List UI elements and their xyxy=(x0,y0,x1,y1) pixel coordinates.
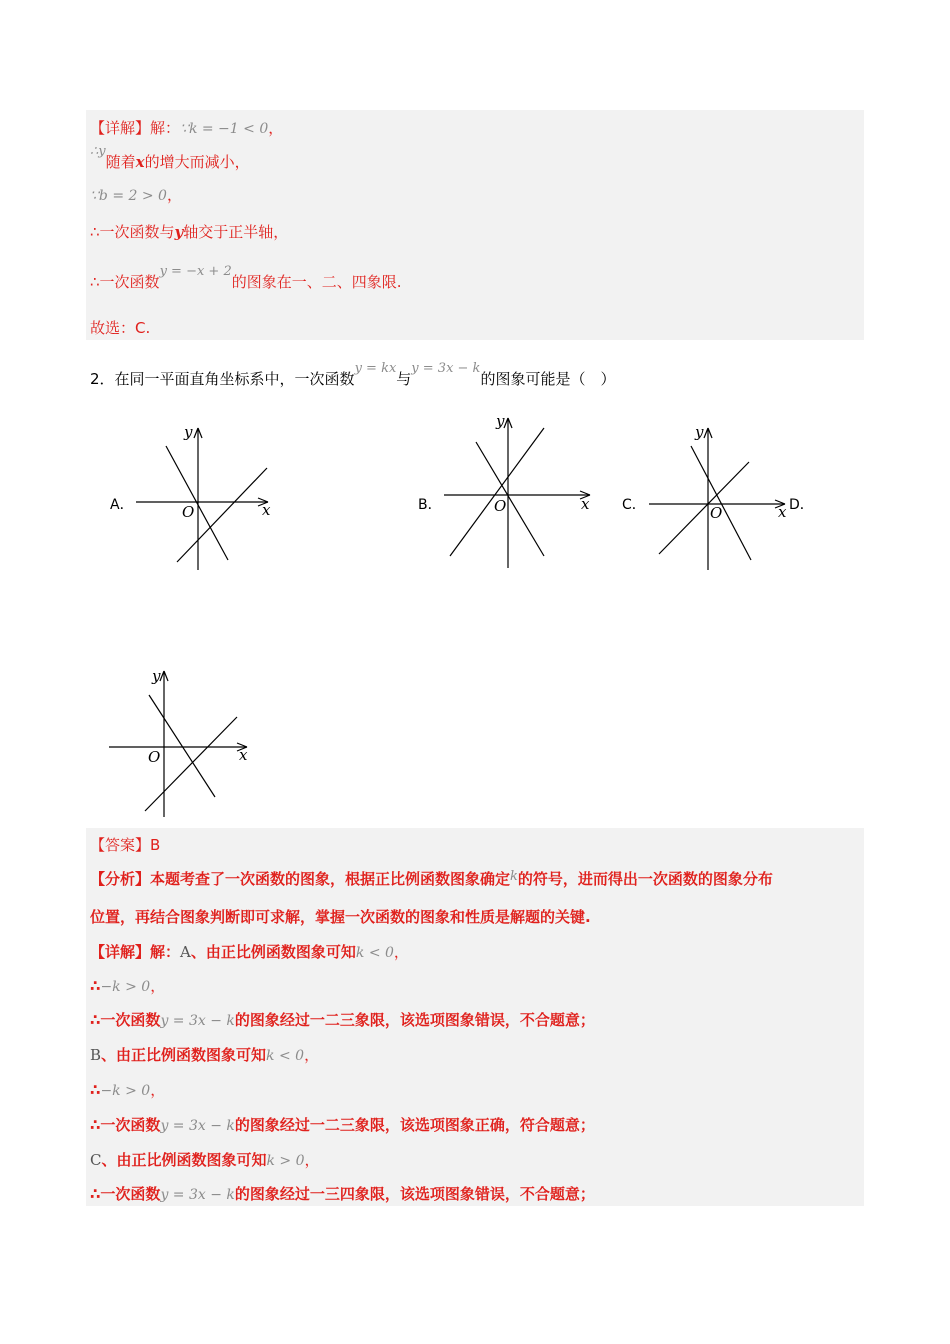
origin-label: O xyxy=(148,748,161,766)
detail-a-line-3: ∴一次函数y = 3x − k的图象经过一二三象限，该选项图象错误，不合题意； xyxy=(90,1011,595,1029)
detail-c-line-1: C、由正比例函数图象可知k > 0， xyxy=(90,1151,320,1169)
origin-label: O xyxy=(494,497,507,515)
graph-d xyxy=(105,665,255,825)
detail-a-line-2: ∴−k > 0， xyxy=(90,977,166,995)
detail-b-line-2: ∴−k > 0， xyxy=(90,1081,166,1099)
detail-b-line-1: B、由正比例函数图象可知k < 0， xyxy=(90,1046,320,1064)
graph-a xyxy=(130,420,280,580)
solution-1-line-4: ∴一次函数与y轴交于正半轴， xyxy=(90,223,289,241)
analysis-line-2: 位置，再结合图象判断即可求解，掌握一次函数的图象和性质是解题的关键. xyxy=(90,908,591,926)
y-label: y xyxy=(152,667,161,685)
graph-c xyxy=(645,420,790,580)
detail-label: 【详解】 xyxy=(90,119,151,137)
y-label: y xyxy=(496,412,505,430)
line-1 xyxy=(476,442,544,556)
graph-b xyxy=(440,410,600,580)
choice-text: 故选：C. xyxy=(90,319,151,337)
origin-label: O xyxy=(182,503,195,521)
line-2 xyxy=(450,428,544,556)
line-1 xyxy=(691,446,751,560)
x-label: x xyxy=(262,501,271,519)
option-c-label[interactable]: C． xyxy=(622,497,646,513)
option-d-label[interactable]: D． xyxy=(789,497,814,513)
option-b-label[interactable]: B． xyxy=(418,497,442,513)
detail-c-line-3: ∴一次函数y = 3x − k的图象经过一三四象限，该选项图象错误，不合题意； xyxy=(90,1185,595,1203)
solution-1-line-1: 【详解】解：∵k = −1 < 0， xyxy=(90,119,284,137)
option-a-label[interactable]: A． xyxy=(110,497,134,513)
detail-b-line-3: ∴一次函数y = 3x − k的图象经过一二三象限，该选项图象正确，符合题意； xyxy=(90,1116,595,1134)
detail-a-line-1: 【详解】解：A、由正比例函数图象可知k < 0， xyxy=(90,943,409,961)
line-1 xyxy=(149,695,215,797)
line-2 xyxy=(659,462,749,554)
analysis-line-1: 【分析】本题考查了一次函数的图象，根据正比例函数图象确定k的符号，进而得出一次函数的图象分布 xyxy=(90,869,773,888)
question-2-line: 2．在同一平面直角坐标系中，一次函数y = kx与y = 3x − k的图象可能是（ ） xyxy=(90,361,616,388)
line-1 xyxy=(166,446,228,560)
solution-1-line-3: ∵b = 2 > 0， xyxy=(90,186,182,204)
answer-label: 【答案】 xyxy=(90,836,151,854)
x-label: x xyxy=(239,746,248,764)
x-label: x xyxy=(581,495,590,513)
solution-1-line-2: ∴y随着x的增大而减小， xyxy=(90,144,250,171)
x-label: x xyxy=(778,503,787,521)
y-label: y xyxy=(695,423,704,441)
origin-label: O xyxy=(710,504,723,522)
answer-line xyxy=(90,835,160,855)
analysis-label: 【分析】 xyxy=(90,870,151,888)
y-label: y xyxy=(184,423,193,441)
answer-value: B xyxy=(150,836,161,854)
solution-1-line-5: ∴一次函数y = −x + 2的图象在一、二、四象限. xyxy=(90,264,402,291)
question-number: 2． xyxy=(90,370,115,388)
